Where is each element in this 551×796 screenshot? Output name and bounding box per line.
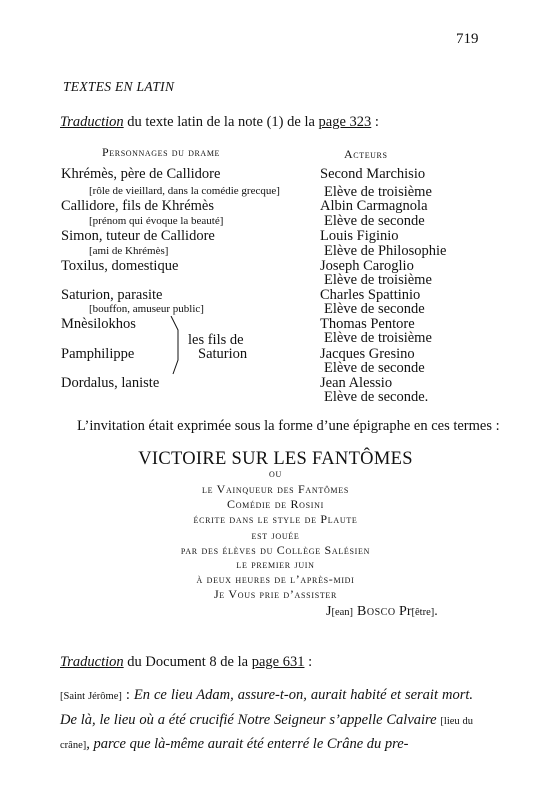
character-pamphilippe: Pamphilippe xyxy=(61,346,135,362)
character-callidore: Callidore, fils de Khrémès xyxy=(61,198,215,214)
sons-of-saturion-line2: Saturion xyxy=(198,346,248,362)
character-khremes: Khrémès, père de Callidore xyxy=(61,166,221,182)
actor-class: Elève de troisième xyxy=(324,330,432,346)
character-toxilus: Toxilus, domestique xyxy=(61,258,179,274)
actor-name: Jacques Gresino xyxy=(320,346,415,362)
actor-name: Joseph Caroglio xyxy=(320,258,414,274)
epigraph-line: le premier juin xyxy=(236,557,315,571)
character-note: [ami de Khrémès] xyxy=(89,245,169,257)
page-number: 719 xyxy=(456,31,479,47)
character-note: [rôle de vieillard, dans la comédie grecque] xyxy=(89,185,280,197)
character-simon: Simon, tuteur de Callidore xyxy=(61,228,215,244)
invitation-line: L’invitation était exprimée sous la forme d’une épigraphe en ces termes : xyxy=(77,418,500,434)
actor-class: Elève de seconde. xyxy=(324,389,429,405)
epigraph-line: est jouée xyxy=(251,528,300,542)
character-dordalus: Dordalus, laniste xyxy=(61,375,160,391)
actor-class: Elève de troisième xyxy=(324,184,432,200)
body-paragraph: [Saint Jérôme] : En ce lieu Adam, assure-t-on, aurait habité et serait mort. De là, le lieu où a été crucifié Notre Seigneur s’appelle Calvaire [lieu du crâne], parce que là-même aurait été enterré le Crâne du pre- xyxy=(60,687,474,752)
translation-text: du texte latin de la note (1) de la xyxy=(123,114,319,130)
actor-name: Charles Spattinio xyxy=(320,287,421,303)
epigraph-line: le Vainqueur des Fantômes xyxy=(202,482,349,496)
epigraph-line: ou xyxy=(269,466,282,480)
character-mnesilokhos: Mnèsilokhos xyxy=(61,316,136,332)
character-note: [bouffon, amuseur public] xyxy=(89,303,204,315)
character-saturion: Saturion, parasite xyxy=(61,287,163,303)
actor-name: Second Marchisio xyxy=(320,166,426,182)
characters-column-header: Personnages du drame xyxy=(102,145,221,159)
translation-heading-2: Traduction du Document 8 de la page 631 : xyxy=(60,654,313,670)
translation-label: Traduction xyxy=(60,654,124,670)
grouping-brace xyxy=(168,316,188,376)
section-title: TEXTES EN LATIN xyxy=(63,79,175,94)
actor-class: Elève de seconde xyxy=(324,301,425,317)
character-note: [prénom qui évoque la beauté] xyxy=(89,215,224,227)
translation-text: du Document 8 de la xyxy=(123,654,252,670)
actor-name: Albin Carmagnola xyxy=(320,198,428,214)
epigraph-line: écrite dans le style de Plaute xyxy=(193,512,358,526)
page-reference-link[interactable]: page 631 xyxy=(251,654,305,670)
bracket-note: [lieu du crâne] xyxy=(60,715,474,751)
actor-name: Louis Figinio xyxy=(320,228,399,244)
actor-class: Elève de seconde xyxy=(324,360,425,376)
epigraph-line: Je Vous prie d’assister xyxy=(213,587,338,601)
signature: J[ean] Bosco Pr[être]. xyxy=(326,604,438,619)
actor-class: Elève de seconde xyxy=(324,213,425,229)
actor-class: Elève de troisième xyxy=(324,272,432,288)
translation-heading-1: Traduction du texte latin de la note (1) de la page 323 : xyxy=(60,114,379,130)
epigraph-line: Comédie de Rosini xyxy=(226,497,324,511)
page-reference-link[interactable]: page 323 xyxy=(318,114,372,130)
actor-name: Jean Alessio xyxy=(320,375,393,391)
sons-of-saturion-line1: les fils de xyxy=(188,332,244,348)
epigraph-title: VICTOIRE SUR LES FANTÔMES xyxy=(138,449,413,469)
actor-class: Elève de Philosophie xyxy=(324,243,447,259)
translation-label: Traduction xyxy=(60,114,124,130)
epigraph-line: par des élèves du Collège Salésien xyxy=(180,543,371,557)
epigraph-line: à deux heures de l’après-midi xyxy=(196,572,355,586)
actors-column-header: Acteurs xyxy=(344,147,388,161)
actor-name: Thomas Pentore xyxy=(320,316,415,332)
bracket-note: [Saint Jérôme] xyxy=(60,691,122,702)
